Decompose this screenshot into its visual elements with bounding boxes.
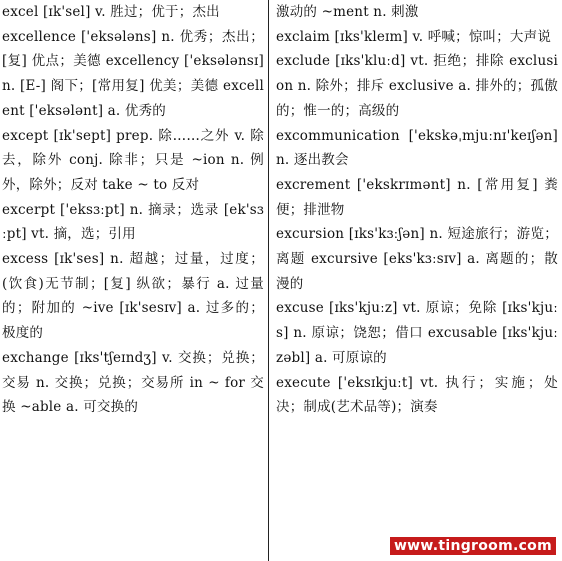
entry-exclaim: exclaim [ɪks'kleɪm] v. 呼喊；惊叫；大声说 <box>276 28 552 45</box>
column-divider <box>268 0 269 561</box>
watermark-logo: www.tingroom.com <box>390 537 556 555</box>
entry-excel: excel [ɪk'sel] v. 胜过；优于；杰出 <box>2 4 220 20</box>
entry-excerpt: excerpt ['eksɜːpt] n. 摘录；选录 [ek'sɜːpt] vt. 摘，选；引用 <box>2 201 264 243</box>
entry-exclude: exclude [ɪks'kluːd] vt. 拒绝；排除 exclusion n. 除外；排斥 exclusive a. 排外的；孤傲的；惟一的；高级的 <box>276 53 558 119</box>
entry-execute: execute ['eksɪkjuːt] vt. 执行；实施；处决；制成(艺术品等)；演奏 <box>276 374 558 416</box>
entry-except: except [ɪk'sept] prep. 除……之外 v. 除去，除外 conj. 除非；只是 ~ion n. 例外，除外；反对 take ~ to 反对 <box>2 127 264 193</box>
entry-exchange-continued: 激动的 ~ment n. 刺激 <box>276 4 419 20</box>
entry-excess: excess [ɪk'ses] n. 超越；过量，过度；(饮食)无节制；[复] 纵欲；暴行 a. 过量的；附加的 ~ive [ɪk'sesɪv] a. 过多的；极度的 <box>2 251 264 342</box>
entry-excommunication: excommunication ['ekskəˌmjuːnɪ'keɪʃən] n. 逐出教会 <box>276 127 558 169</box>
left-column <box>2 0 264 420</box>
entry-excrement: excrement ['ekskrɪmənt] n. [常用复] 粪便；排泄物 <box>276 176 558 218</box>
right-column <box>276 0 558 420</box>
entry-excursion: excursion [ɪks'kɜːʃən] n. 短途旅行；游览；离题 excursive [eks'kɜːsɪv] a. 离题的；散漫的 <box>276 226 558 292</box>
entry-exchange: exchange [ɪks'tʃeɪndʒ] v. 交换；兑换；交易 n. 交换；兑换；交易所 in ~ for 交换 ~able a. 可交换的 <box>2 349 264 416</box>
entry-excuse: excuse [ɪks'kjuːz] vt. 原谅；免除 [ɪks'kjuːs] n. 原谅；饶恕；借口 excusable [ɪks'kjuːzəbl] a. 可原谅的 <box>276 300 558 366</box>
entry-excellence: excellence ['eksələns] n. 优秀；杰出；[复] 优点；美德 excellency ['eksələnsɪ] n. [E-] 阁下；[常用复] 优美；美德 excellent ['eksələnt] a. 优秀的 <box>2 28 264 119</box>
